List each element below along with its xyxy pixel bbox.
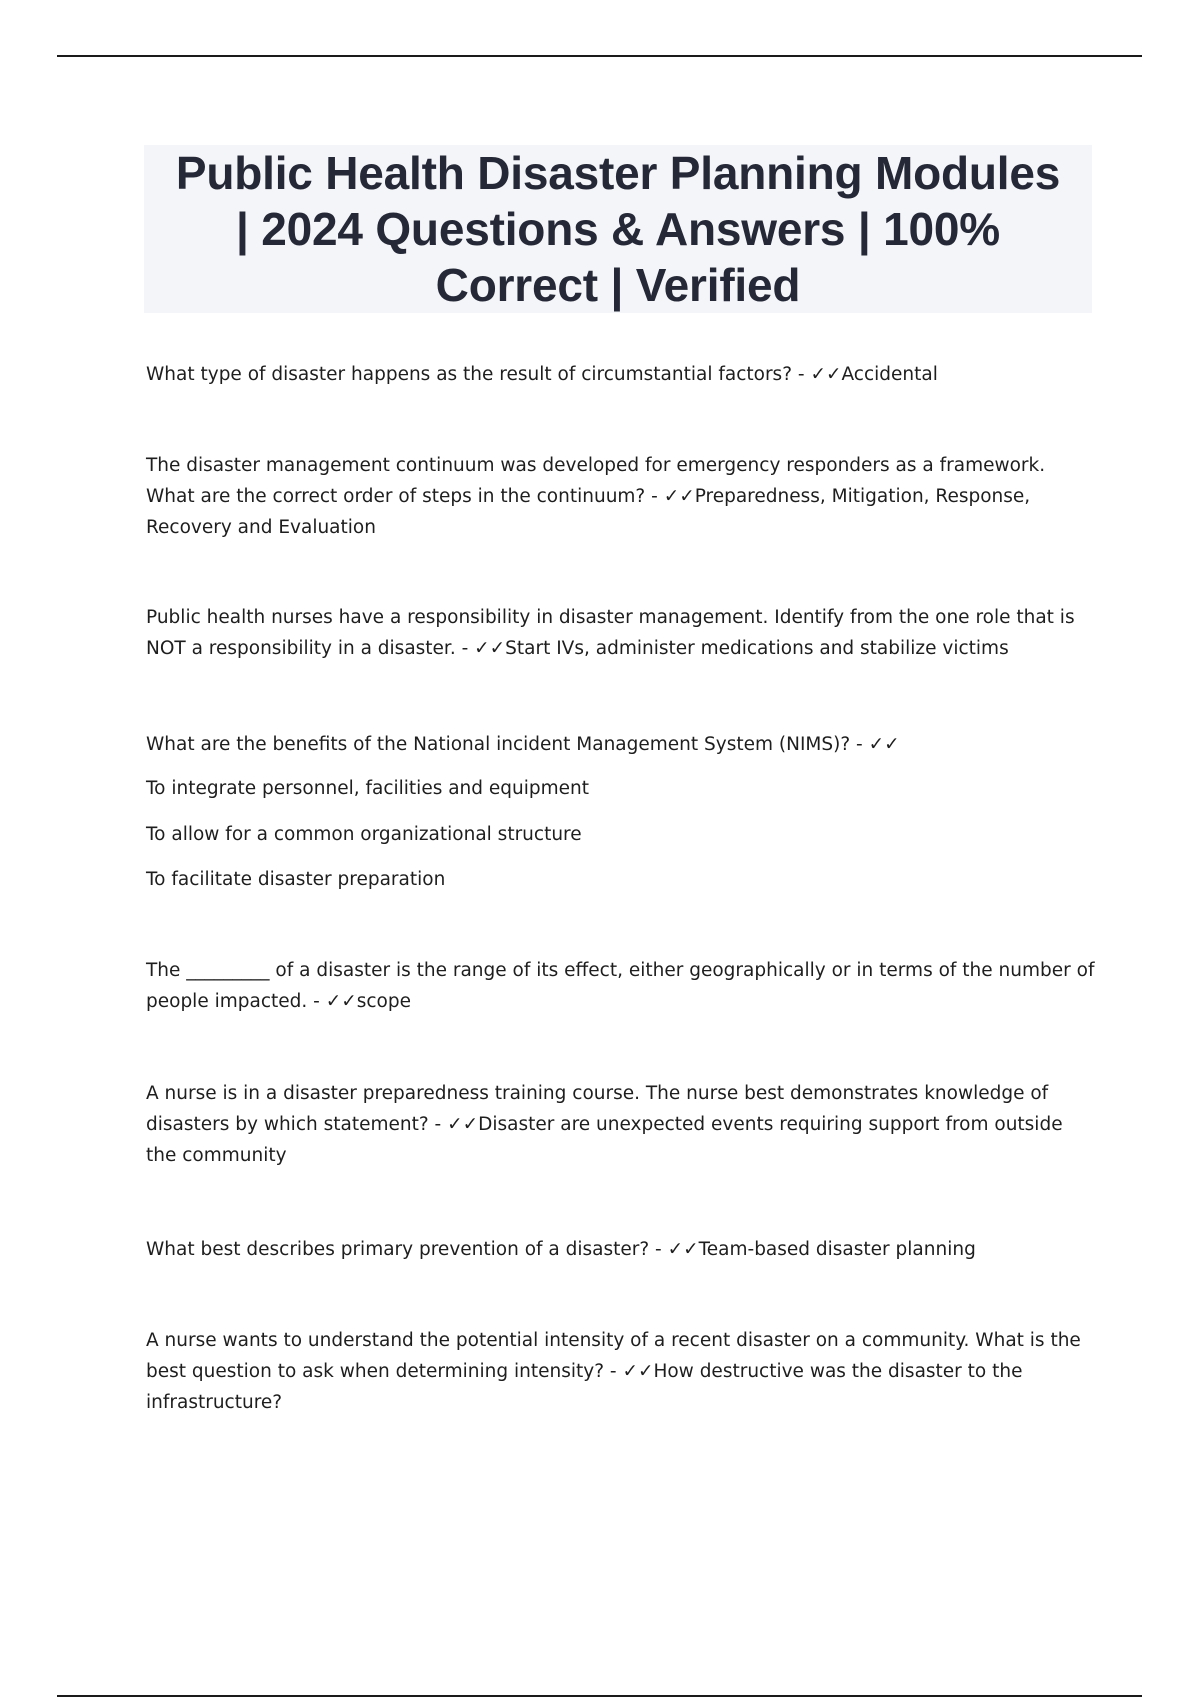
qa-item-7: What best describes primary prevention of a disaster? - ✓✓Team-based disaster planning bbox=[146, 1239, 976, 1260]
title-line-2: | 2024 Questions & Answers | 100% bbox=[235, 203, 1000, 255]
qa-item-3: Public health nurses have a responsibility in disaster management. Identify from the one role that is NOT a responsibility in a disaster. - ✓✓Start IVs, administer medications and stabilize victims bbox=[146, 607, 1075, 659]
top-rule bbox=[57, 55, 1142, 57]
qa-item-2: The disaster management continuum was developed for emergency responders as a framework. What are the correct order of steps in the continuum? - ✓✓Preparedness, Mitigation, Response, Recovery and Evaluation bbox=[146, 455, 1046, 538]
nims-benefit-3: To facilitate disaster preparation bbox=[146, 869, 446, 890]
qa-item-1: What type of disaster happens as the result of circumstantial factors? - ✓✓Accidental bbox=[146, 364, 938, 385]
title-line-3: Correct | Verified bbox=[435, 259, 801, 311]
document-title bbox=[176, 145, 1060, 313]
qa-item-4: What are the benefits of the National incident Management System (NIMS)? - ✓✓ bbox=[146, 734, 900, 755]
title-banner bbox=[144, 145, 1092, 313]
qa-item-5: The _________ of a disaster is the range of its effect, either geographically or in terms of the number of people impacted. - ✓✓scope bbox=[146, 960, 1095, 1012]
nims-benefit-1: To integrate personnel, facilities and equipment bbox=[146, 778, 590, 799]
title-line-1: Public Health Disaster Planning Modules bbox=[175, 147, 1061, 199]
nims-benefit-2: To allow for a common organizational structure bbox=[146, 824, 582, 845]
bottom-rule bbox=[57, 1695, 1142, 1697]
qa-item-8: A nurse wants to understand the potential intensity of a recent disaster on a community. What is the best question to ask when determining intensity? - ✓✓How destructive was the disaster to the infrastructure? bbox=[146, 1330, 1081, 1413]
qa-item-6: A nurse is in a disaster preparedness training course. The nurse best demonstrates knowledge of disasters by which statement? - ✓✓Disaster are unexpected events requiring support from outside the community bbox=[146, 1083, 1063, 1166]
